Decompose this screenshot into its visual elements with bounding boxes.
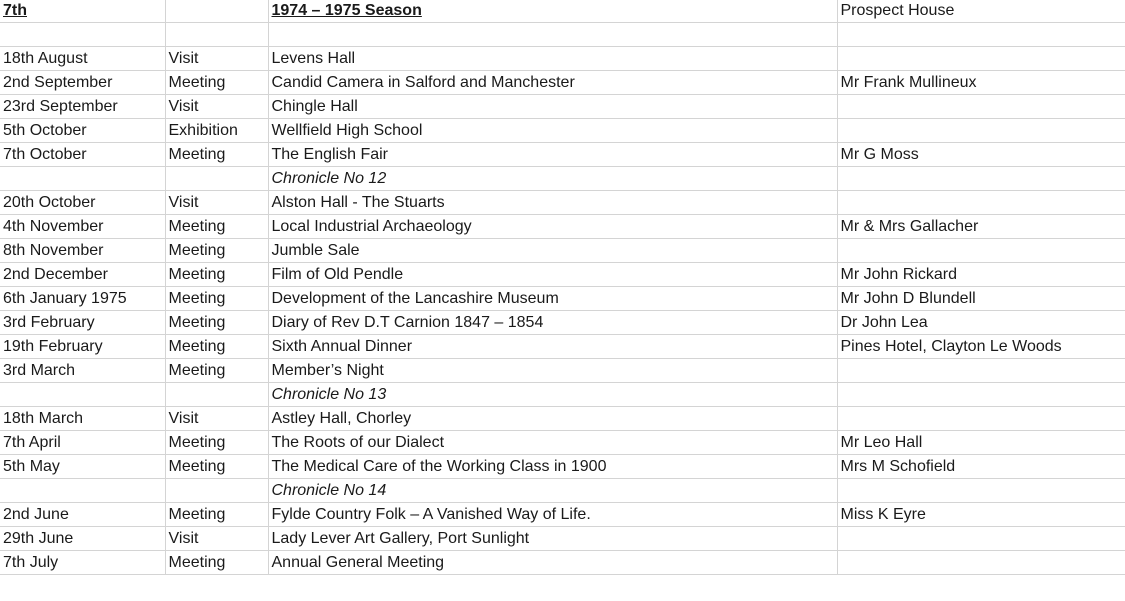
table-row (0, 383, 1125, 407)
event-cell[interactable] (268, 23, 837, 47)
table-row (0, 47, 1125, 71)
speaker-cell[interactable]: Mrs M Schofield (837, 455, 1125, 479)
speaker-cell[interactable] (837, 167, 1125, 191)
type-cell[interactable]: Meeting (165, 503, 268, 527)
table-row (0, 431, 1125, 455)
event-cell[interactable]: Chronicle No 12 (268, 167, 837, 191)
speaker-cell[interactable] (837, 239, 1125, 263)
date-cell[interactable]: 23rd September (0, 95, 165, 119)
table-row (0, 23, 1125, 47)
type-cell[interactable]: Visit (165, 407, 268, 431)
header-season-title[interactable]: 1974 – 1975 Season (268, 0, 837, 23)
table-row (0, 551, 1125, 575)
event-cell[interactable]: Chingle Hall (268, 95, 837, 119)
speaker-cell[interactable]: Mr Leo Hall (837, 431, 1125, 455)
type-cell[interactable]: Meeting (165, 239, 268, 263)
type-cell[interactable]: Visit (165, 95, 268, 119)
event-cell[interactable]: Jumble Sale (268, 239, 837, 263)
type-cell[interactable]: Meeting (165, 71, 268, 95)
date-cell[interactable]: 2nd September (0, 71, 165, 95)
table-row (0, 407, 1125, 431)
table-row (0, 263, 1125, 287)
event-cell[interactable]: Member’s Night (268, 359, 837, 383)
date-cell[interactable] (0, 167, 165, 191)
event-cell[interactable]: Candid Camera in Salford and Manchester (268, 71, 837, 95)
table-row (0, 479, 1125, 503)
event-cell[interactable]: The Medical Care of the Working Class in 1900 (268, 455, 837, 479)
date-cell[interactable]: 2nd December (0, 263, 165, 287)
speaker-cell[interactable]: Dr John Lea (837, 311, 1125, 335)
date-cell[interactable]: 18th August (0, 47, 165, 71)
event-cell[interactable]: Sixth Annual Dinner (268, 335, 837, 359)
table-row (0, 335, 1125, 359)
type-cell[interactable]: Meeting (165, 287, 268, 311)
date-cell[interactable]: 7th April (0, 431, 165, 455)
type-cell[interactable]: Meeting (165, 455, 268, 479)
speaker-cell[interactable] (837, 551, 1125, 575)
date-cell[interactable]: 5th May (0, 455, 165, 479)
speaker-cell[interactable]: Pines Hotel, Clayton Le Woods (837, 335, 1125, 359)
event-cell[interactable]: Wellfield High School (268, 119, 837, 143)
event-cell[interactable]: Development of the Lancashire Museum (268, 287, 837, 311)
speaker-cell[interactable]: Miss K Eyre (837, 503, 1125, 527)
date-cell[interactable]: 3rd February (0, 311, 165, 335)
speaker-cell[interactable]: Mr Frank Mullineux (837, 71, 1125, 95)
event-cell[interactable]: The Roots of our Dialect (268, 431, 837, 455)
speaker-cell[interactable] (837, 383, 1125, 407)
speaker-cell[interactable] (837, 191, 1125, 215)
type-cell[interactable] (165, 167, 268, 191)
date-cell[interactable]: 7th October (0, 143, 165, 167)
table-row (0, 191, 1125, 215)
date-cell[interactable]: 2nd June (0, 503, 165, 527)
speaker-cell[interactable] (837, 47, 1125, 71)
table-row (0, 143, 1125, 167)
table-row (0, 239, 1125, 263)
event-cell[interactable]: Lady Lever Art Gallery, Port Sunlight (268, 527, 837, 551)
event-cell[interactable]: Astley Hall, Chorley (268, 407, 837, 431)
type-cell[interactable]: Meeting (165, 215, 268, 239)
speaker-cell[interactable] (837, 359, 1125, 383)
table-row (0, 167, 1125, 191)
date-cell[interactable] (0, 23, 165, 47)
event-cell[interactable]: The English Fair (268, 143, 837, 167)
table-row (0, 359, 1125, 383)
speaker-cell[interactable]: Mr G Moss (837, 143, 1125, 167)
speaker-cell[interactable] (837, 119, 1125, 143)
table-row (0, 119, 1125, 143)
date-cell[interactable] (0, 383, 165, 407)
event-cell[interactable]: Diary of Rev D.T Carnion 1847 – 1854 (268, 311, 837, 335)
speaker-cell[interactable] (837, 479, 1125, 503)
speaker-cell[interactable]: Mr John D Blundell (837, 287, 1125, 311)
table-row (0, 287, 1125, 311)
type-cell[interactable]: Meeting (165, 143, 268, 167)
type-cell[interactable]: Exhibition (165, 119, 268, 143)
header-row (0, 0, 1125, 23)
date-cell[interactable] (0, 479, 165, 503)
event-cell[interactable]: Fylde Country Folk – A Vanished Way of Life. (268, 503, 837, 527)
speaker-cell[interactable]: Mr John Rickard (837, 263, 1125, 287)
type-cell[interactable] (165, 479, 268, 503)
type-cell[interactable] (165, 23, 268, 47)
event-cell[interactable]: Film of Old Pendle (268, 263, 837, 287)
table-row (0, 455, 1125, 479)
type-cell[interactable]: Meeting (165, 311, 268, 335)
table-row (0, 95, 1125, 119)
table-row (0, 311, 1125, 335)
type-cell[interactable]: Meeting (165, 335, 268, 359)
type-cell[interactable] (165, 383, 268, 407)
speaker-cell[interactable]: Mr & Mrs Gallacher (837, 215, 1125, 239)
speaker-cell[interactable] (837, 95, 1125, 119)
type-cell[interactable]: Meeting (165, 431, 268, 455)
event-cell[interactable]: Levens Hall (268, 47, 837, 71)
type-cell[interactable]: Visit (165, 47, 268, 71)
type-cell[interactable]: Meeting (165, 263, 268, 287)
header-number[interactable]: 7th (0, 0, 165, 23)
date-cell[interactable]: 8th November (0, 239, 165, 263)
speaker-cell[interactable] (837, 23, 1125, 47)
date-cell[interactable]: 6th January 1975 (0, 287, 165, 311)
date-cell[interactable]: 5th October (0, 119, 165, 143)
type-cell[interactable]: Meeting (165, 551, 268, 575)
type-cell[interactable]: Meeting (165, 359, 268, 383)
event-cell[interactable]: Alston Hall - The Stuarts (268, 191, 837, 215)
event-cell[interactable]: Annual General Meeting (268, 551, 837, 575)
date-cell[interactable]: 29th June (0, 527, 165, 551)
event-cell[interactable]: Chronicle No 13 (268, 383, 837, 407)
date-cell[interactable]: 3rd March (0, 359, 165, 383)
type-cell[interactable]: Visit (165, 191, 268, 215)
date-cell[interactable]: 19th February (0, 335, 165, 359)
table-row (0, 71, 1125, 95)
table-row (0, 215, 1125, 239)
header-type-cell[interactable] (165, 0, 268, 23)
table-row (0, 503, 1125, 527)
type-cell[interactable]: Visit (165, 527, 268, 551)
date-cell[interactable]: 20th October (0, 191, 165, 215)
header-venue[interactable]: Prospect House (837, 0, 1125, 23)
event-cell[interactable]: Local Industrial Archaeology (268, 215, 837, 239)
table-row (0, 527, 1125, 551)
speaker-cell[interactable] (837, 527, 1125, 551)
date-cell[interactable]: 4th November (0, 215, 165, 239)
speaker-cell[interactable] (837, 407, 1125, 431)
date-cell[interactable]: 18th March (0, 407, 165, 431)
date-cell[interactable]: 7th July (0, 551, 165, 575)
event-cell[interactable]: Chronicle No 14 (268, 479, 837, 503)
